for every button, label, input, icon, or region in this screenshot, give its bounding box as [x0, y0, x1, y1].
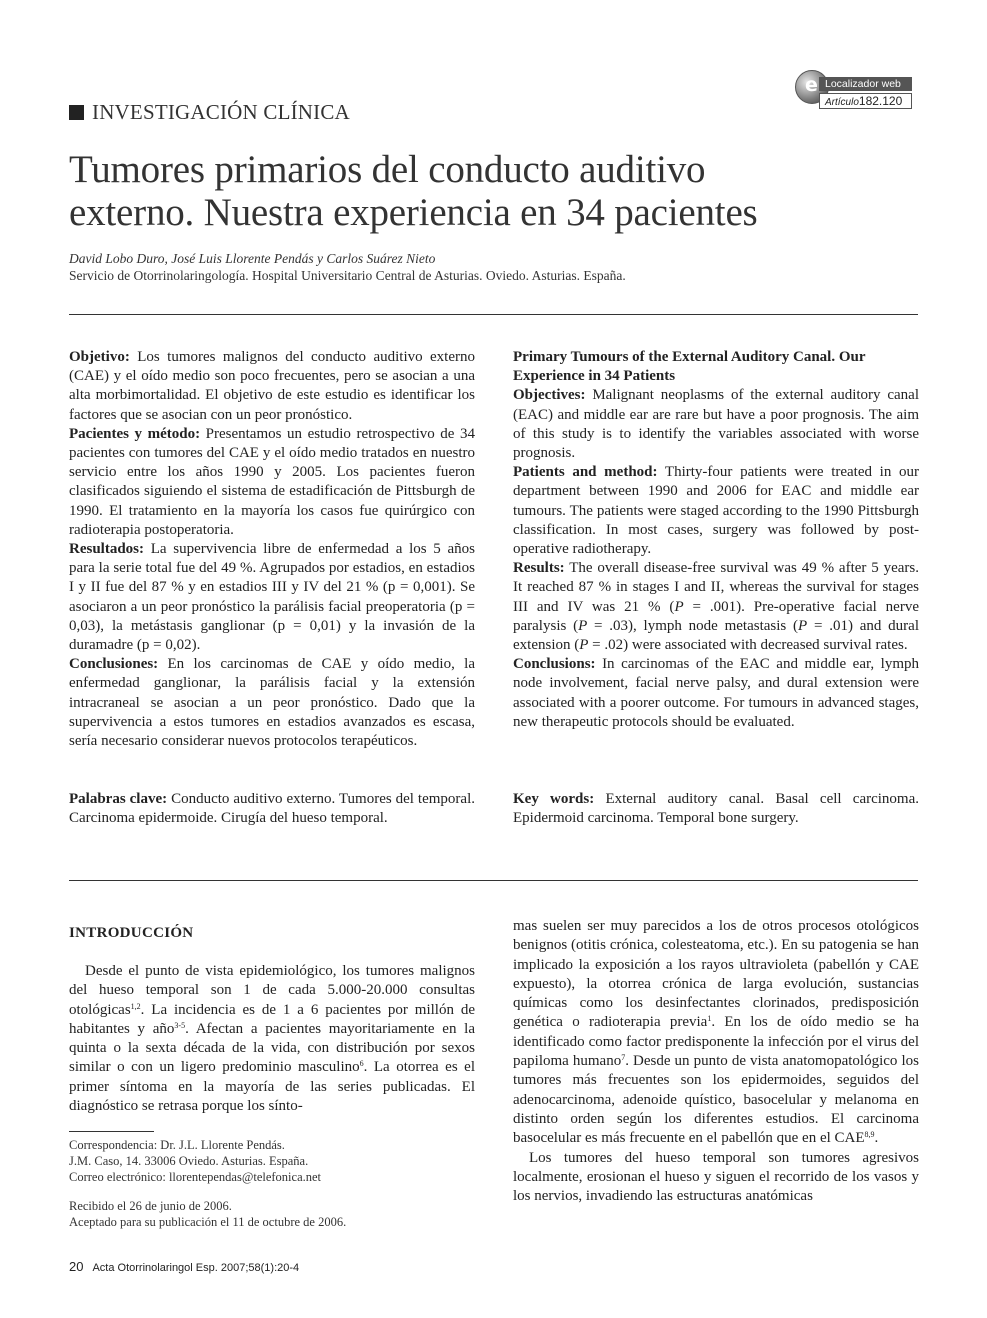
title-line-2: externo. Nuestra experiencia en 34 pacientes: [69, 191, 758, 234]
en-results-text-1: The overall disease-free survival was 49 % after 5 years. It reached 87 % in stages I and II, whereas the survival for stages III and IV was 21 % (: [513, 560, 919, 615]
objective-label: Objetivo:: [69, 349, 130, 365]
intro-column-1: [69, 962, 475, 1116]
abstract-en-methods: [513, 463, 919, 559]
citation-ref: 8,9: [864, 1130, 875, 1140]
text-run: . Afectan a pacientes mayoritariamente en la quinta o la sexta década de la vida, con distribución por sexos similar o con un ligero predominio masculino: [69, 1020, 475, 1076]
conclusions-text: En los carcinomas de CAE y oído medio, la enfermedad ganglionar, la parálisis facial y la extensión intracraneal se asocian a un peor pronóstico. Dado que la supervivencia a estos tumores en estadios avanzados es escasa, sería necesario considerar nuevos protocolos terapéuticos.: [69, 656, 475, 750]
text-run: . La incidencia es de 1 a 6 pacientes por millón de habitantes y año: [69, 1001, 475, 1037]
web-locator-badge[interactable]: [795, 70, 910, 110]
p-symbol: P: [578, 617, 588, 634]
keywords-english: [513, 790, 919, 828]
abstract-en-results: [513, 559, 919, 655]
abstract-objective: [69, 348, 475, 425]
abstract-conclusions: [69, 655, 475, 751]
en-results-text-4: = .01) and dural extension (: [513, 617, 919, 654]
square-bullet-icon: [69, 105, 84, 120]
text-run: .: [874, 1130, 879, 1147]
en-conclusions-label: Conclusions:: [513, 656, 596, 673]
objectives-text: Malignant neoplasms of the external auditory canal (EAC) and middle ear are rare but have a poor prognosis. The aim of this study is to identify the variables associated with worse prognosis.: [513, 387, 920, 462]
text-run: . Desde un punto de vista anatomopatológico los tumores más frecuentes son los epidermoides, seguidos del adenocarcinoma, adenoide quístico, basocelular y melanoma en distinto orden según los diferentes estudios. El carcinoma basocelular es más frecuente en el pabellón que en el CAE: [513, 1053, 919, 1147]
methods-label: Pacientes y método:: [69, 425, 201, 442]
en-results-text-5: = .02) were associated with decreased survival rates.: [588, 637, 908, 654]
en-results-text-2: = .001). Pre-operative facial nerve paralysis (: [513, 598, 919, 634]
authors: David Lobo Duro, José Luis Llorente Pendás y Carlos Suárez Nieto: [69, 251, 436, 266]
citation-ref: 7: [621, 1053, 626, 1063]
p-symbol: P: [798, 617, 808, 634]
dates-block: [69, 1198, 346, 1230]
correspondence-block: [69, 1137, 321, 1185]
english-title-text: Primary Tumours of the External Auditory Canal. Our Experience in 34 Patients: [513, 349, 866, 385]
intro-paragraph-continued: [513, 917, 919, 1149]
correspondence-address: J.M. Caso, 14. 33006 Oviedo. Asturias. España.: [69, 1154, 309, 1168]
page-number: 20: [69, 1259, 84, 1274]
affiliation: Servicio de Otorrinolaringología. Hospital Universitario Central de Asturias. Oviedo. Asturias. España.: [69, 268, 626, 283]
methods-text: Presentamos un estudio retrospectivo de 34 pacientes con tumores del CAE y el oído medio tratados en nuestro servicio entre los años 1990 y 2005. Los pacientes fueron clasificados siguiendo el sistema de estadificación de Pittsburgh de 1990. El tratamiento en la mayoría los casos fue quirúrgico con radioterapia postoperatoria.: [69, 425, 476, 538]
page-footer: [69, 1259, 299, 1274]
text-run: Desde el punto de vista epidemiológico, los tumores malignos del hueso temporal son 1 de cada 5.000-20.000 consultas otológicas: [69, 963, 475, 1018]
section-label: INVESTIGACIÓN CLÍNICA: [92, 100, 350, 124]
intro-paragraph-2: Los tumores del hueso temporal son tumores agresivos localmente, erosionan el hueso y siguen el recorrido de los vasos y los nervios, invadiendo las estructuras anatómicas: [513, 1149, 919, 1205]
abstract-en-conclusions: [513, 655, 919, 732]
e-globe-icon: e: [795, 70, 829, 104]
objective-text: Los tumores malignos del conducto auditivo externo (CAE) y el oído medio son poco frecuentes, pero se asocian a una alta morbimortalidad. El objetivo de este estudio es identificar los factores que se asocian con un peor pronóstico.: [69, 349, 475, 423]
results-text: La supervivencia libre de enfermedad a los 5 años para la serie total fue del 49 %. Agrupados por estadios, en estadios I y II fue del 87 % y en estadios III y IV del 21 % (p = 0,001). Se asociaron a un peor pronóstico la parálisis facial preoperatoria (p = 0,03), la metástasis ganglionar (p = 0,01) y la invasión de la duramadre (p = 0,02).: [69, 541, 475, 654]
citation-ref: 1,2: [130, 1001, 141, 1011]
english-title: [513, 348, 919, 386]
accepted-date: Aceptado para su publicación el 11 de octubre de 2006.: [69, 1215, 347, 1229]
keywords-label: Palabras clave:: [69, 791, 168, 807]
abstract-bottom-divider: [69, 880, 918, 881]
intro-column-2: [513, 917, 919, 1206]
conclusions-label: Conclusiones:: [69, 656, 159, 673]
article-number-box: [819, 93, 912, 109]
abstract-results: [69, 540, 475, 655]
article-number: 182.120: [858, 94, 903, 108]
en-keywords-label: Key words:: [513, 791, 595, 807]
abstract-english: [513, 348, 919, 732]
top-divider: [69, 314, 918, 315]
intro-paragraph: [69, 962, 475, 1116]
intro-heading: INTRODUCCIÓN: [69, 925, 194, 941]
locator-label: Localizador web: [819, 77, 912, 91]
en-conclusions-text: In carcinomas of the EAC and middle ear, lymph node involvement, facial nerve palsy, and dural extension were associated with a poorer outcome. For tumours in advanced stages, new therapeutic protocols should be evaluated.: [513, 656, 919, 730]
en-results-text-3: = .03), lymph node metastasis (: [587, 617, 799, 634]
objectives-label: Objectives:: [513, 387, 586, 404]
footnote-rule: [69, 1131, 154, 1132]
text-run: mas suelen ser muy parecidos a los de otros procesos otológicos benignos (otitis crónica, colesteatoma, etc.). En su patogenia se han implicado la exposición a los rayos ultravioleta (pabellón y CAE expuesto), la otorrea crónica de larga evolución, sustancias químicas como los desinfectantes clorinados, predisposición genética o radioterapia previa: [513, 918, 919, 1031]
abstract-methods: [69, 425, 475, 540]
en-results-label: Results:: [513, 560, 565, 577]
correspondence-name: Correspondencia: Dr. J.L. Llorente Pendás.: [69, 1138, 285, 1152]
p-symbol: P: [579, 637, 589, 654]
text-run: . En los de oído medio se ha identificado como factor predisponente la infección por el virus del papiloma humano: [513, 1014, 919, 1070]
abstract-en-objectives: [513, 386, 919, 463]
en-methods-label: Patients and method:: [513, 464, 658, 481]
section-header: [69, 100, 350, 125]
article-label: Artículo: [825, 97, 859, 108]
journal-citation: Acta Otorrinolaringol Esp. 2007;58(1):20-4: [92, 1262, 300, 1274]
title-line-1: Tumores primarios del conducto auditivo: [69, 148, 706, 191]
keywords-text: Conducto auditivo externo. Tumores del temporal. Carcinoma epidermoide. Cirugía del hueso temporal.: [69, 791, 475, 827]
keywords-spanish: [69, 790, 475, 828]
text-run: . La otorrea es el primer síntoma en la mayoría de las series publicadas. El diagnóstico se retrasa porque los sínto-: [69, 1059, 475, 1115]
citation-ref: 6: [359, 1059, 364, 1069]
citation-ref: 1: [707, 1014, 712, 1024]
en-methods-text: Thirty-four patients were treated in our department between 1990 and 2006 for EAC and middle ear tumours. The patients were staged according to the 1990 Pittsburgh classification. In most cases, surgery was followed by post-operative radiotherapy.: [513, 464, 920, 558]
article-title: [69, 148, 929, 234]
correspondence-email[interactable]: Correo electrónico: llorentependas@telefonica.net: [69, 1170, 322, 1184]
citation-ref: 3-5: [174, 1020, 186, 1030]
results-label: Resultados:: [69, 541, 145, 558]
abstract-spanish: [69, 348, 475, 751]
p-symbol: P: [674, 598, 684, 615]
en-keywords-text: External auditory canal. Basal cell carcinoma. Epidermoid carcinoma. Temporal bone surgery.: [513, 791, 920, 827]
received-date: Recibido el 26 de junio de 2006.: [69, 1199, 232, 1213]
